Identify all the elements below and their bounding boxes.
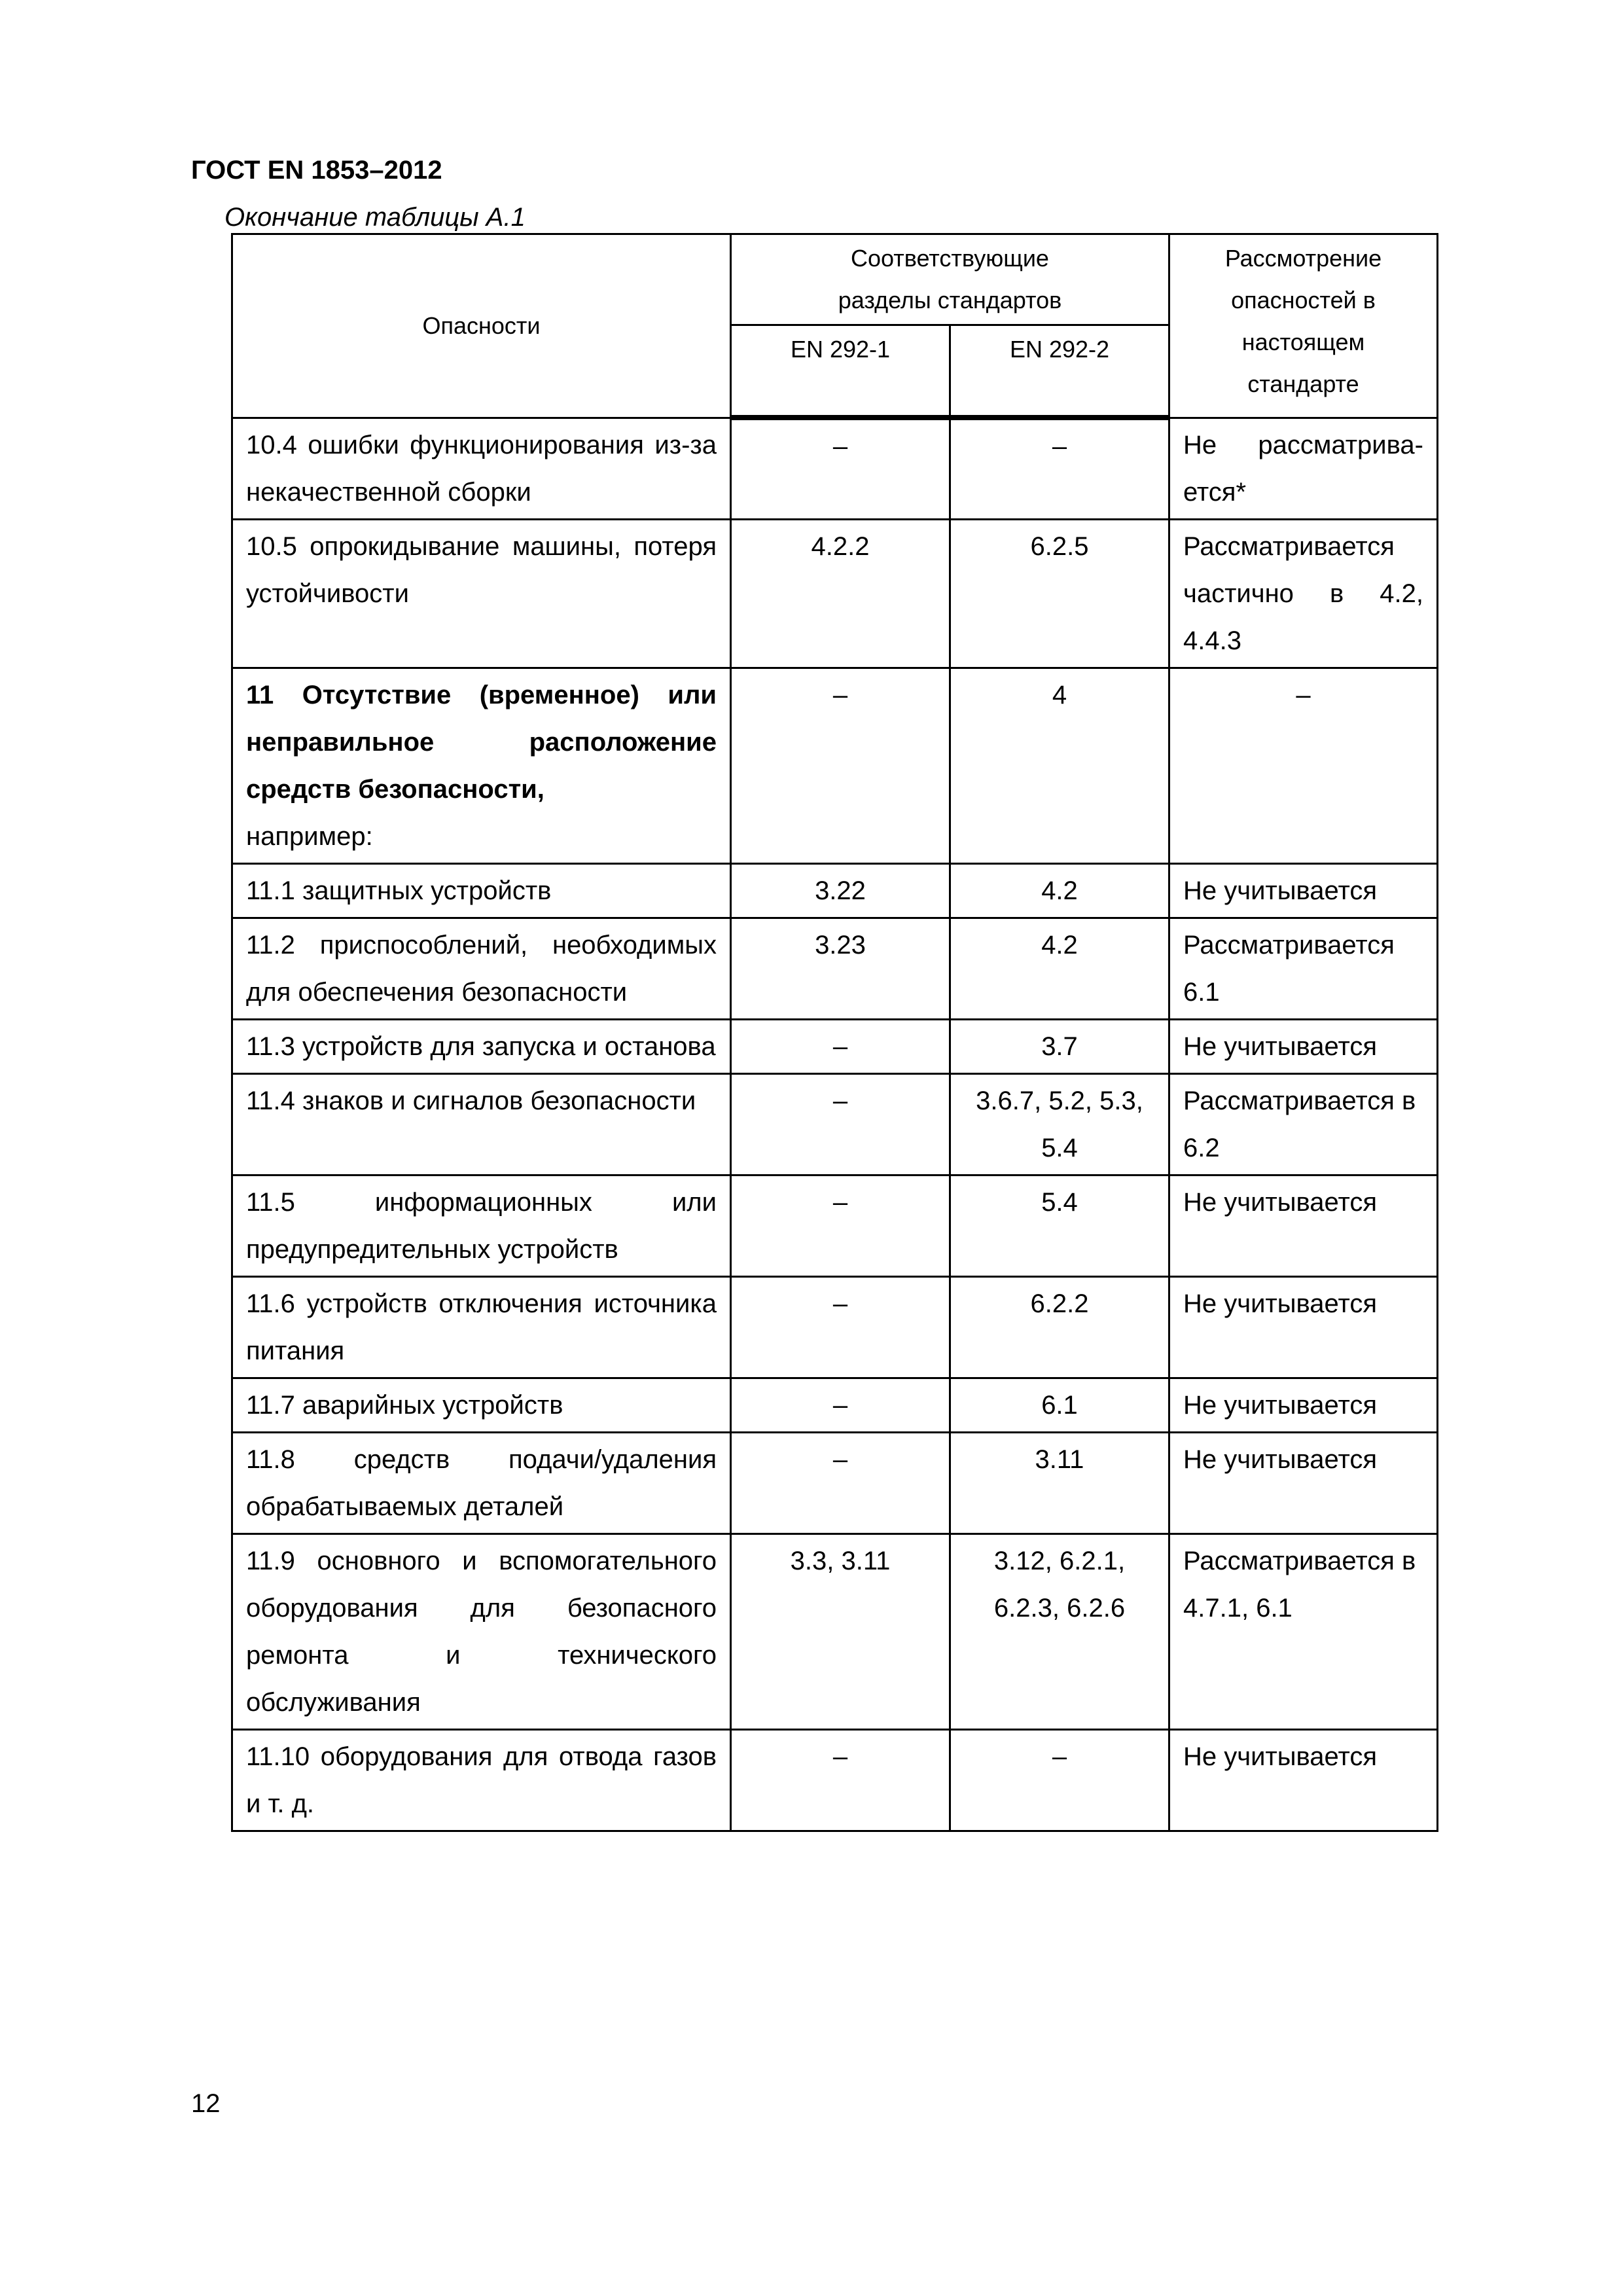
en-292-1-cell: – xyxy=(731,1432,950,1534)
en-292-2-cell: 4.2 xyxy=(950,918,1169,1019)
header-en-292-1: EN 292-1 xyxy=(731,325,950,418)
table-row xyxy=(232,668,1438,863)
hazard-group-title: 11 Отсутствие (временное) или неправильное расположение средств безопасности, xyxy=(246,680,717,804)
en-292-2-cell: 6.1 xyxy=(950,1378,1169,1432)
hazard-cell: 10.4 ошибки функционирования из-за некачественной сборки xyxy=(232,418,731,519)
en-292-2-cell: 6.2.2 xyxy=(950,1276,1169,1378)
en-292-1-cell: – xyxy=(731,1019,950,1073)
document-code: ГОСТ EN 1853–2012 xyxy=(191,156,442,185)
table-row xyxy=(232,1432,1438,1534)
en-292-1-cell: – xyxy=(731,668,950,863)
table-row xyxy=(232,1073,1438,1175)
consideration-cell: Рассматривается в 4.7.1, 6.1 xyxy=(1169,1534,1438,1729)
en-292-1-cell: 4.2.2 xyxy=(731,519,950,668)
consideration-cell: Не учитывается xyxy=(1169,1729,1438,1831)
header-en-292-2: EN 292-2 xyxy=(950,325,1169,418)
en-292-1-cell: – xyxy=(731,418,950,519)
hazard-cell xyxy=(232,668,731,863)
en-292-1-cell: – xyxy=(731,1175,950,1276)
consideration-cell: – xyxy=(1169,668,1438,863)
table-row xyxy=(232,1534,1438,1729)
table-caption: Окончание таблицы А.1 xyxy=(224,203,526,232)
table-row xyxy=(232,918,1438,1019)
hazard-cell: 11.4 знаков и сигналов безопасности xyxy=(232,1073,731,1175)
table-row xyxy=(232,1378,1438,1432)
en-292-1-cell: – xyxy=(731,1276,950,1378)
en-292-1-cell: – xyxy=(731,1729,950,1831)
en-292-2-cell: 6.2.5 xyxy=(950,519,1169,668)
table-row xyxy=(232,418,1438,519)
en-292-2-cell: 3.12, 6.2.1, 6.2.3, 6.2.6 xyxy=(950,1534,1169,1729)
table-row xyxy=(232,1175,1438,1276)
en-292-1-cell: – xyxy=(731,1073,950,1175)
table-row xyxy=(232,1276,1438,1378)
consideration-cell: Рассматривается частично в 4.2, 4.4.3 xyxy=(1169,519,1438,668)
consideration-cell: Не учитывается xyxy=(1169,863,1438,918)
table-row xyxy=(232,1019,1438,1073)
table-row xyxy=(232,519,1438,668)
hazard-cell: 11.8 средств подачи/удаления обрабатываемых деталей xyxy=(232,1432,731,1534)
hazard-cell: 11.5 информационных или предупредительных устройств xyxy=(232,1175,731,1276)
header-standard-sections: Соответствующие разделы стандартов xyxy=(731,234,1169,325)
hazard-cell: 10.5 опрокидывание машины, потеря устойчивости xyxy=(232,519,731,668)
consideration-cell: Не учитывается xyxy=(1169,1175,1438,1276)
en-292-2-cell: 4.2 xyxy=(950,863,1169,918)
hazard-cell: 11.1 защитных устройств xyxy=(232,863,731,918)
en-292-2-cell: – xyxy=(950,418,1169,519)
en-292-2-cell: 5.4 xyxy=(950,1175,1169,1276)
table-row xyxy=(232,863,1438,918)
hazard-cell: 11.2 приспособлений, необходимых для обеспечения безопасности xyxy=(232,918,731,1019)
en-292-2-cell: 3.6.7, 5.2, 5.3, 5.4 xyxy=(950,1073,1169,1175)
consideration-cell: Не учитывается xyxy=(1169,1019,1438,1073)
en-292-1-cell: 3.3, 3.11 xyxy=(731,1534,950,1729)
consideration-cell: Не рассматрива-ется* xyxy=(1169,418,1438,519)
page-number: 12 xyxy=(191,2089,221,2118)
en-292-2-cell: 3.7 xyxy=(950,1019,1169,1073)
en-292-1-cell: 3.22 xyxy=(731,863,950,918)
en-292-2-cell: 3.11 xyxy=(950,1432,1169,1534)
hazards-table xyxy=(231,233,1438,1832)
consideration-cell: Рассматривается в 6.2 xyxy=(1169,1073,1438,1175)
hazard-cell: 11.6 устройств отключения источника питания xyxy=(232,1276,731,1378)
hazard-cell: 11.3 устройств для запуска и останова xyxy=(232,1019,731,1073)
consideration-cell: Не учитывается xyxy=(1169,1378,1438,1432)
hazard-cell: 11.10 оборудования для отвода газов и т. д. xyxy=(232,1729,731,1831)
table-row xyxy=(232,1729,1438,1831)
hazard-cell: 11.7 аварийных устройств xyxy=(232,1378,731,1432)
consideration-cell: Не учитывается xyxy=(1169,1432,1438,1534)
en-292-2-cell: – xyxy=(950,1729,1169,1831)
en-292-1-cell: 3.23 xyxy=(731,918,950,1019)
consideration-cell: Рассматривается 6.1 xyxy=(1169,918,1438,1019)
hazard-group-note: например: xyxy=(246,821,373,851)
header-hazards: Опасности xyxy=(232,234,731,418)
consideration-cell: Не учитывается xyxy=(1169,1276,1438,1378)
hazard-cell: 11.9 основного и вспомогательного оборудования для безопасного ремонта и технического обслуживания xyxy=(232,1534,731,1729)
en-292-1-cell: – xyxy=(731,1378,950,1432)
header-consideration: Рассмотрение опасностей в настоящем стандарте xyxy=(1169,234,1438,418)
en-292-2-cell: 4 xyxy=(950,668,1169,863)
